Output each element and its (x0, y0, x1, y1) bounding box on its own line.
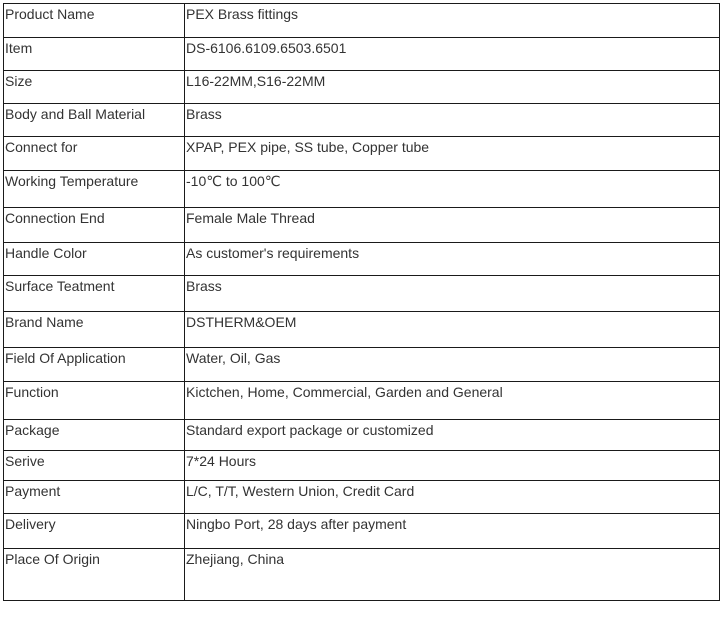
spec-label: Place Of Origin (4, 549, 185, 601)
spec-label: Surface Teatment (4, 276, 185, 312)
spec-label: Brand Name (4, 312, 185, 348)
spec-value: Brass (185, 276, 720, 312)
spec-label: Function (4, 382, 185, 420)
spec-label: Body and Ball Material (4, 104, 185, 137)
table-row (4, 549, 720, 601)
spec-label: Item (4, 38, 185, 71)
table-row (4, 71, 720, 104)
spec-value: Water, Oil, Gas (185, 348, 720, 382)
spec-label: Serive (4, 451, 185, 481)
spec-value: Female Male Thread (185, 208, 720, 243)
spec-value: Kictchen, Home, Commercial, Garden and General (185, 382, 720, 420)
table-row (4, 137, 720, 171)
spec-label: Package (4, 420, 185, 451)
table-row (4, 451, 720, 481)
spec-value: Standard export package or customized (185, 420, 720, 451)
spec-label: Delivery (4, 514, 185, 549)
table-row (4, 276, 720, 312)
spec-value: L16-22MM,S16-22MM (185, 71, 720, 104)
table-row (4, 38, 720, 71)
spec-label: Connect for (4, 137, 185, 171)
table-row (4, 348, 720, 382)
spec-label: Field Of Application (4, 348, 185, 382)
spec-value: 7*24 Hours (185, 451, 720, 481)
spec-label: Payment (4, 481, 185, 514)
table-row (4, 171, 720, 208)
spec-value: -10℃ to 100℃ (185, 171, 720, 208)
spec-label: Working Temperature (4, 171, 185, 208)
spec-value: PEX Brass fittings (185, 4, 720, 38)
spec-value: Ningbo Port, 28 days after payment (185, 514, 720, 549)
spec-label: Size (4, 71, 185, 104)
spec-value: L/C, T/T, Western Union, Credit Card (185, 481, 720, 514)
spec-label: Connection End (4, 208, 185, 243)
table-row (4, 514, 720, 549)
table-row (4, 4, 720, 38)
table-row (4, 481, 720, 514)
product-spec-table (3, 3, 720, 601)
spec-value: As customer's requirements (185, 243, 720, 276)
spec-value: DS-6106.6109.6503.6501 (185, 38, 720, 71)
spec-value: Zhejiang, China (185, 549, 720, 601)
table-row (4, 208, 720, 243)
spec-label: Handle Color (4, 243, 185, 276)
spec-value: DSTHERM&OEM (185, 312, 720, 348)
spec-label: Product Name (4, 4, 185, 38)
table-row (4, 312, 720, 348)
spec-value: Brass (185, 104, 720, 137)
spec-value: XPAP, PEX pipe, SS tube, Copper tube (185, 137, 720, 171)
table-row (4, 420, 720, 451)
table-row (4, 382, 720, 420)
table-row (4, 243, 720, 276)
table-row (4, 104, 720, 137)
